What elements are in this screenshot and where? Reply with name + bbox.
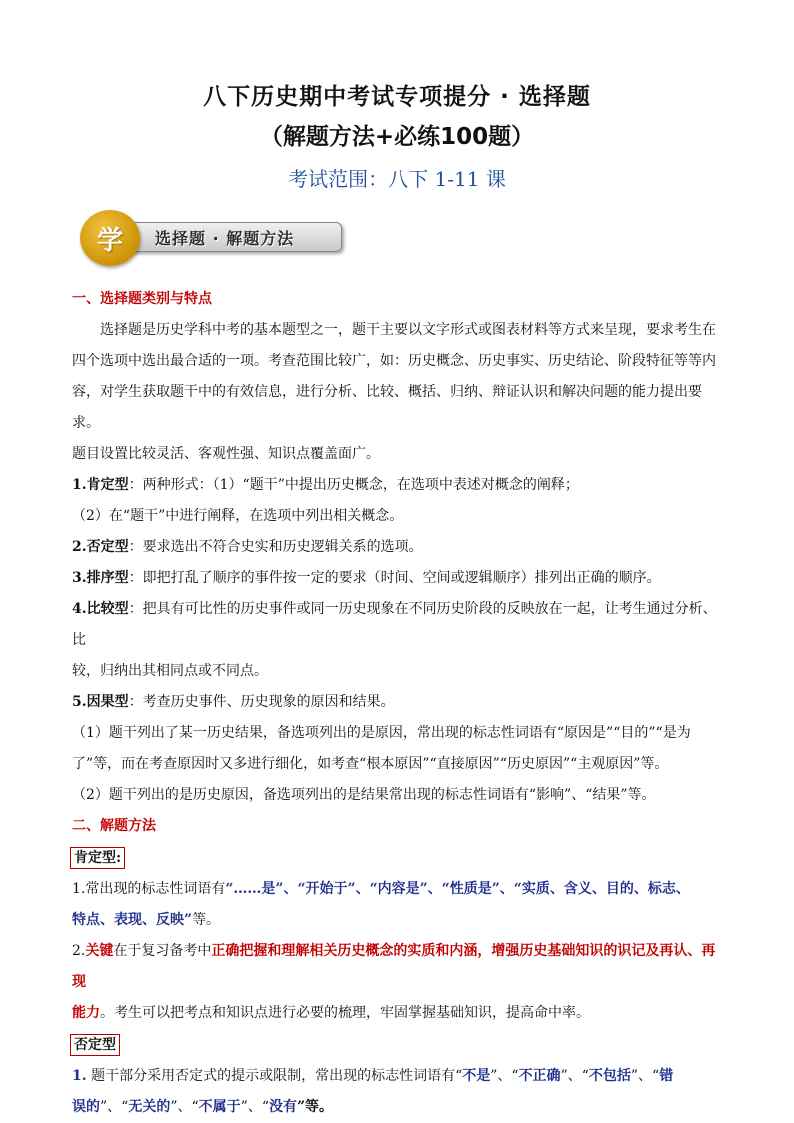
type-cause-sub2: （2）题干列出的是历史原因，备选项列出的是结果常出现的标志性词语有“影响”、“结果”等。 bbox=[72, 787, 656, 803]
negate-item-1b: 误的”、“无关的”、“不属于”、“没有”等。 bbox=[72, 1099, 334, 1115]
affirm-item-2: 2.关键在于复习备考中正确把握和理解相关历史概念的实质和内涵，增强历史基础知识的识记及再认、再现 bbox=[72, 943, 716, 990]
type-compare: 4.比较型：把具有可比性的历史事件或同一历史现象在不同历史阶段的反映放在一起，让考生通过分析、比 bbox=[72, 601, 717, 648]
intro-paragraph: 选择题是历史学科中考的基本题型之一，题干主要以文字形式或图表材料等方式来呈现，要求考生在 bbox=[100, 322, 716, 338]
negate-item-1: 1. 题干部分采用否定式的提示或限制，常出现的标志性词语有“不是”、“不正确”、“不包括”、“错 bbox=[72, 1068, 674, 1084]
affirm-box: 肯定型: bbox=[70, 847, 125, 869]
affirm-item-1: 1.常出现的标志性词语有“……是”、“开始于”、“内容是”、“性质是”、“实质、含义、目的、标志、 bbox=[72, 881, 690, 897]
exam-scope: 考试范围：八下 1-11 课 bbox=[288, 167, 506, 191]
affirm-item-1b: 特点、表现、反映”等。 bbox=[72, 912, 221, 928]
page-title: 八下历史期中考试专项提分 · 选择题 bbox=[203, 84, 591, 110]
section-banner bbox=[80, 210, 346, 266]
document-body bbox=[72, 284, 728, 1123]
type-affirm: 1.肯定型：两种形式：（1）“题干”中提出历史概念，在选项中表述对概念的阐释； bbox=[72, 477, 579, 493]
intro-line: 容，对学生获取题干中的有效信息，进行分析、比较、概括、归纳、辩证认识和解决问题的能力提出要求。 bbox=[72, 384, 702, 431]
section-heading-2: 二、解题方法 bbox=[72, 818, 156, 834]
intro-line: 题目设置比较灵活、客观性强、知识点覆盖面广。 bbox=[72, 446, 380, 462]
type-cause-sub1b: 了”等，而在考查原因时又多进行细化，如考查“根本原因”“直接原因”“历史原因”“主观原因”等。 bbox=[72, 756, 669, 772]
type-negate: 2.否定型：要求选出不符合史实和历史逻辑关系的选项。 bbox=[72, 539, 423, 555]
type-affirm-2: （2）在“题干”中进行阐释，在选项中列出相关概念。 bbox=[72, 508, 404, 524]
affirm-box-row bbox=[72, 842, 728, 874]
negate-box-row bbox=[72, 1029, 728, 1061]
type-order: 3.排序型：即把打乱了顺序的事件按一定的要求（时间、空间或逻辑顺序）排列出正确的顺序。 bbox=[72, 570, 661, 586]
intro-line: 四个选项中选出最合适的一项。考查范围比较广，如：历史概念、历史事实、历史结论、阶段特征等等内 bbox=[72, 353, 716, 369]
type-cause: 5.因果型：考查历史事件、历史现象的原因和结果。 bbox=[72, 694, 395, 710]
affirm-item-2b: 能力。考生可以把考点和知识点进行必要的梳理，牢固掌握基础知识，提高命中率。 bbox=[72, 1005, 590, 1021]
page-subtitle: （解题方法+必练100题） bbox=[259, 124, 535, 150]
negate-box: 否定型 bbox=[70, 1034, 120, 1056]
type-compare-2: 较，归纳出其相同点或不同点。 bbox=[72, 663, 268, 679]
section-heading-1: 一、选择题类别与特点 bbox=[72, 291, 212, 307]
study-badge-icon: 学 bbox=[80, 210, 140, 266]
type-cause-sub1: （1）题干列出了某一历史结果，备选项列出的是原因，常出现的标志性词语有“原因是”“目的”“是为 bbox=[72, 725, 691, 741]
banner-label: 选择题 · 解题方法 bbox=[122, 222, 342, 252]
